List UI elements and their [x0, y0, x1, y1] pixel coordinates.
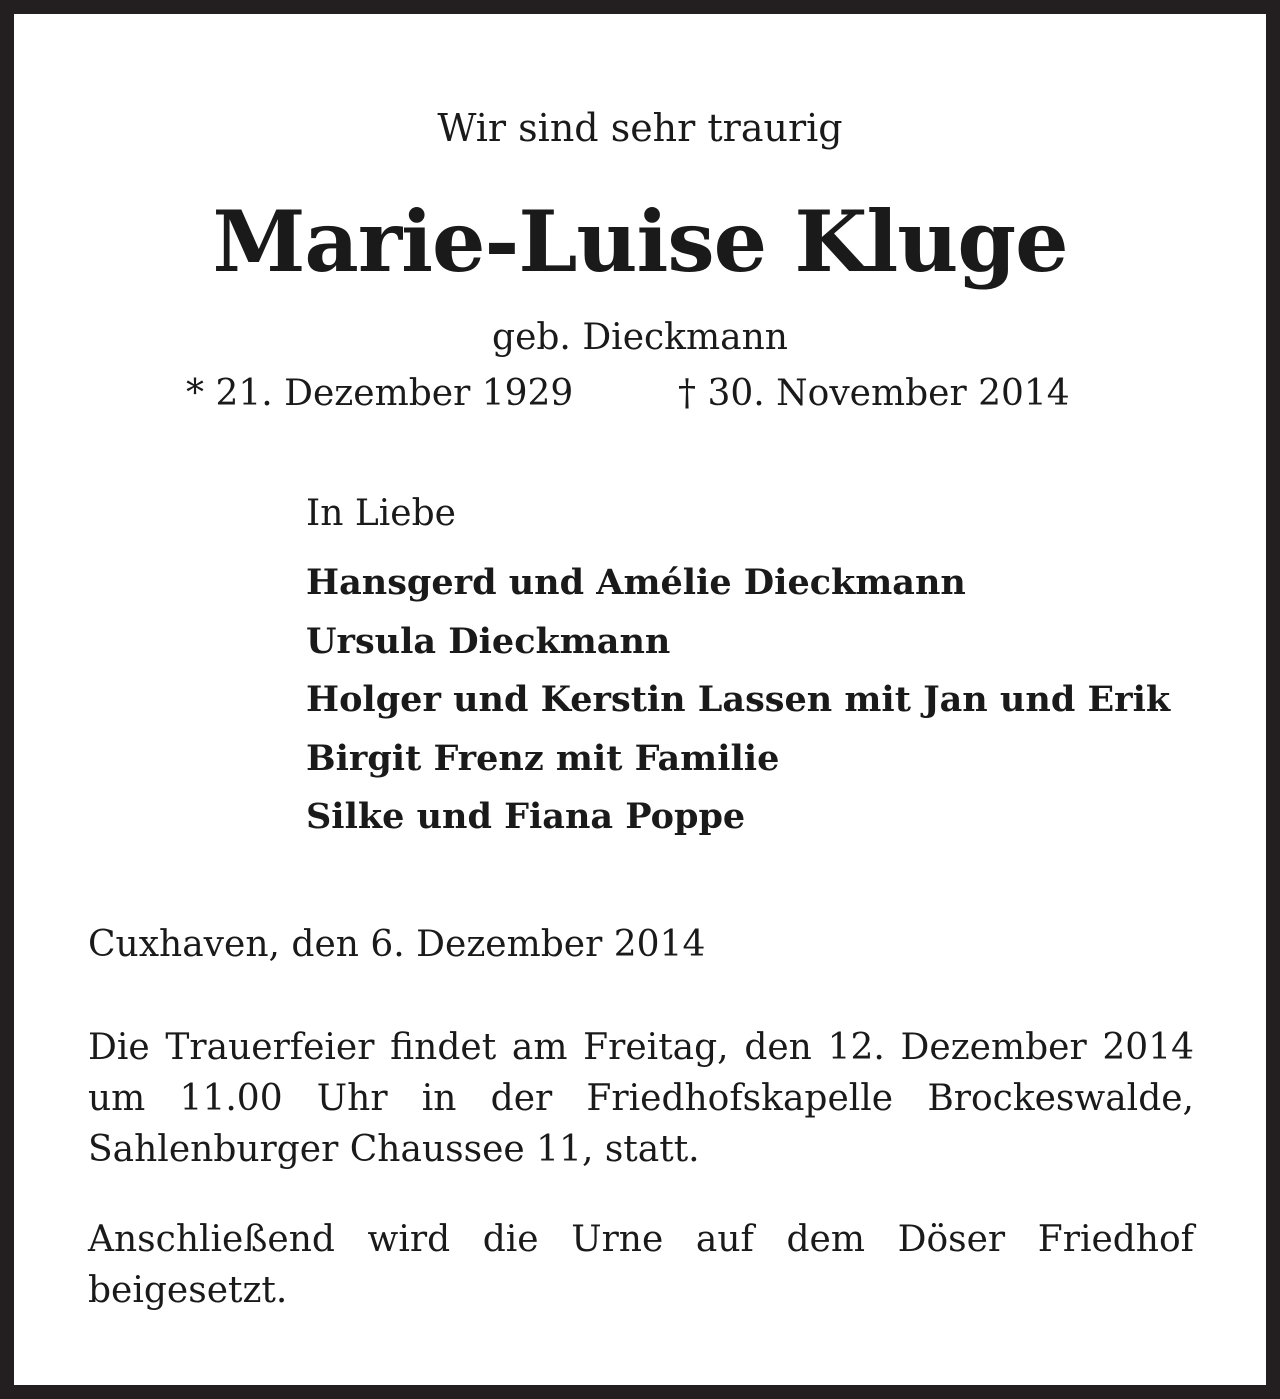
mourner-name: Silke und Fiana Poppe — [306, 796, 746, 837]
maiden-name: geb. Dieckmann — [492, 317, 788, 358]
in-love-label: In Liebe — [306, 493, 456, 534]
birth-date: * 21. Dezember 1929 — [186, 373, 574, 414]
place-and-date: Cuxhaven, den 6. Dezember 2014 — [88, 924, 706, 965]
intro-line: Wir sind sehr traurig — [437, 106, 843, 150]
mourner-name: Ursula Dieckmann — [306, 620, 671, 662]
deceased-name: Marie-Luise Kluge — [212, 192, 1068, 291]
funeral-service-paragraph: Die Trauerfeier findet am Freitag, den 12. Dezember 2014 um 11.00 Uhr in der Friedhofskapelle Brockeswalde, Sahlenburger Chaussee 11, statt. — [88, 1027, 1194, 1170]
mourner-name: Hansgerd und Amélie Dieckmann — [306, 562, 966, 603]
mourner-name: Holger und Kerstin Lassen mit Jan und Erik — [306, 679, 1171, 720]
death-date: † 30. November 2014 — [678, 373, 1070, 414]
mourner-list — [306, 554, 1170, 847]
mourner-name: Birgit Frenz mit Familie — [306, 737, 780, 779]
urn-burial-paragraph: Anschließend wird die Urne auf dem Döser Friedhof beigesetzt. — [88, 1219, 1194, 1311]
